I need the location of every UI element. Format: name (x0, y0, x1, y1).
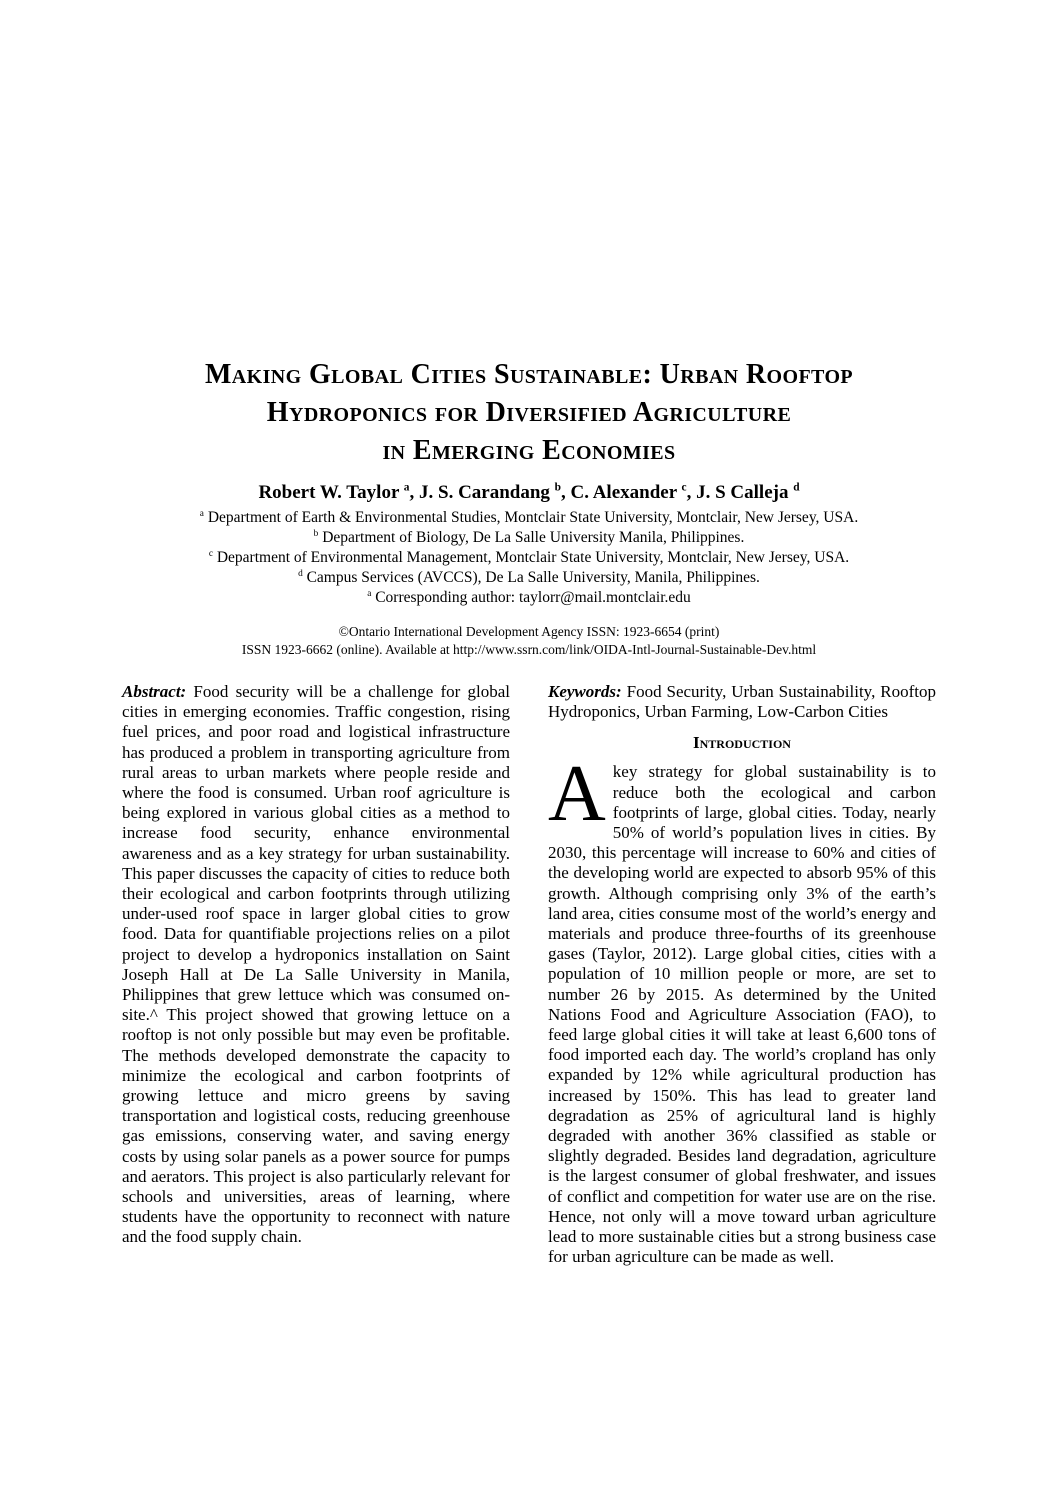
paper-title-line-2: Hydroponics for Diversified Agriculture (266, 397, 792, 428)
front-matter (0, 0, 1058, 658)
publisher-issn-print-line: ©Ontario International Development Agency ISSN: 1923-6654 (print) (338, 624, 720, 639)
authors-line (0, 482, 1058, 504)
author-name: C. Alexander (570, 482, 682, 503)
author-name: J. S. Carandang (419, 482, 555, 503)
left-column (122, 682, 510, 1267)
affiliation-text: Department of Earth & Environmental Studies, Montclair State University, Montclair, New Jersey, USA. (203, 509, 859, 526)
affiliation-line-a (0, 508, 1058, 528)
abstract-text: Food security will be a challenge for global cities in emerging economies. Traffic congestion, rising fuel prices, and poor road and logistical infrastructure has produced a problem in transporting agriculture from rural areas to urban markets where people reside and where the food is consumed. Urban roof agriculture is being explored in various global cities as a method to increase food security, enhance environmental awareness and as a key strategy for urban sustainability. This paper discusses the capacity of cities to reduce both their ecological and carbon footprints through utilizing under-used roof space in larger global cities to grow food. Data for quantifiable projections relies on a pilot project to develop a hydroponics installation on Saint Joseph Hall at De La Salle University in Manila, Philippines that grew lettuce which was consumed on-site.^ This project showed that growing lettuce on a rooftop is not only possible but may even be profitable. The methods developed demonstrate the capacity to minimize the ecological and carbon footprints of growing lettuce and micro greens by saving transportation and logistical costs, reducing greenhouse gas emissions, conserving water, and saving energy costs by using solar panels as a power source for pumps and aerators. This project is also particularly relevant for schools and universities, areas of learning, where students have the opportunity to reconnect with nature and the food supply chain. (122, 682, 510, 1247)
publisher-issn-online-line: ISSN 1923-6662 (online). Available at http://www.ssrn.com/link/OIDA-Intl-Journal-Sustainable-Dev.html (241, 641, 817, 657)
publisher-block (0, 623, 1058, 658)
author-name: Robert W. Taylor (258, 482, 404, 503)
affiliation-line-c (0, 548, 1058, 568)
author-separator: , (686, 482, 697, 503)
author-affiliation-marker: c (681, 481, 687, 494)
right-column (548, 682, 936, 1267)
author-affiliation-marker: b (554, 481, 562, 494)
paper-title (0, 356, 1058, 470)
affiliation-marker: b (313, 528, 319, 539)
drop-cap: A (548, 750, 606, 839)
two-column-body (0, 682, 1058, 1267)
corresponding-author-text: Corresponding author: taylorr@mail.montclair.edu (371, 589, 691, 606)
abstract-label: Abstract: (122, 682, 187, 701)
abstract-paragraph (122, 682, 510, 1248)
keywords-text: Food Security, Urban Sustainability, Rooftop Hydroponics, Urban Farming, Low-Carbon Cities (548, 682, 936, 722)
affiliation-marker: a (367, 588, 372, 599)
affiliation-marker: d (298, 568, 303, 579)
paper-title-line-1: Making Global Cities Sustainable: Urban Rooftop (204, 359, 854, 390)
affiliations-block (0, 508, 1058, 608)
affiliation-line-b (0, 528, 1058, 548)
introduction-heading: Introduction (693, 733, 791, 753)
introduction-paragraph (548, 750, 936, 1267)
affiliation-text: Department of Biology, De La Salle University Manila, Philippines. (318, 529, 745, 546)
affiliation-text: Department of Environmental Management, Montclair State University, Montclair, New Jersey, USA. (212, 549, 850, 566)
author-affiliation-marker: a (403, 481, 410, 494)
author-affiliation-marker: d (793, 481, 800, 494)
author-separator: , (409, 482, 419, 503)
introduction-text: key strategy for global sustainability is to reduce both the ecological and carbon footprints of large, global cities. Today, nearly 50% of world’s population lives in cities. By 2030, this percentage will increase to 60% and cities of the developing world are expected to absorb 95% of this growth. Although comprising only 3% of the earth’s land area, cities consume most of the world’s energy and materials and produce three-fourths of its greenhouse gases (Taylor, 2012). Large global cities, cities with a population of 10 million people or more, are set to number 26 by 2015. As determined by the United Nations Food and Agriculture Association (FAO), to feed large global cities it will take at least 6,600 tons of food imported each day. The world’s cropland has only expanded by 12% while agricultural production has increased by 150%. This has lead to greater land degradation as 25% of agricultural land is highly degraded with another 36% classified as stable or slightly degraded. Besides land degradation, agriculture is the largest consumer of global freshwater, and issues of conflict and competition for water use are on the rise. Hence, not only will a move toward urban agriculture lead to more sustainable cities but a strong business case for urban agriculture can be made as well. (548, 762, 936, 1267)
author-separator: , (561, 482, 571, 503)
corresponding-author-line (0, 588, 1058, 608)
keywords-label: Keywords: (548, 682, 622, 701)
affiliation-marker: a (199, 508, 204, 519)
keywords-paragraph (548, 682, 936, 722)
affiliation-marker: c (208, 548, 213, 559)
affiliation-line-d (0, 568, 1058, 588)
paper-title-line-3: in Emerging Economies (382, 435, 676, 466)
affiliation-text: Campus Services (AVCCS), De La Salle University, Manila, Philippines. (302, 569, 760, 586)
author-name: J. S Calleja (696, 482, 794, 503)
